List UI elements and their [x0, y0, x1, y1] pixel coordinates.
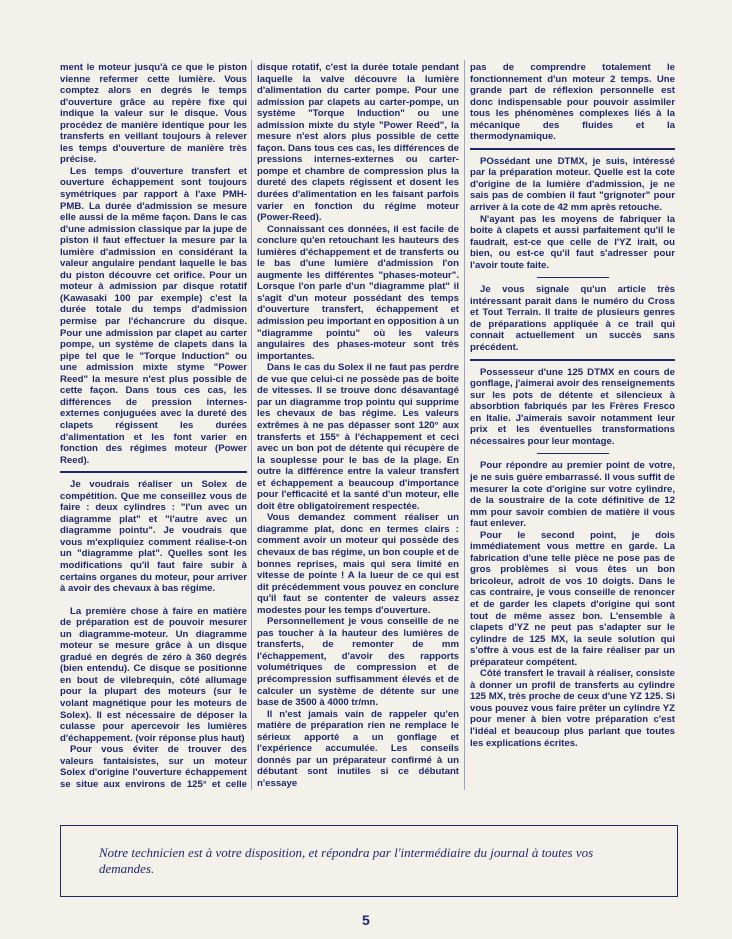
paragraph: Vous demandez comment réaliser un diagramme plat, donc en termes clairs : comment avoir un moteur qui possède des chevaux de bas régime, un bon couple et de bonnes reprises, mais qui sera limité en vitesse de pointe ! A la lueur de ce qui est dit précédemment vous pouvez en conclure qu'il faut se contenter de valeurs assez modestes pour les temps d'ouverture. — [257, 512, 459, 616]
footer-notice-box — [60, 825, 678, 897]
paragraph: Les temps d'ouverture transfert et ouverture échappement sont toujours symétriques par rapport à l'axe PMH-PMB. La durée d'admission se mesure elle aussi de la même façon. Dans le cas d'une admission classique par la jupe de piston il faut effectuer la mesure par la lumière d'admission en considérant la valeur angulaire pendant laquelle le bas du piston découvre cet orifice. Pour un moteur à admission par disque rotatif (Kawasaki 100 par exemple) c'est la durée totale du temps d'admission permise par l'échancrure du disque. Pour une admission par clapet au carter pompe, un système de clapets dans la pipe tel que le "Torque Induction" ou une admission mixte styme "Power Reed" la mesure n'est plus possible de cette façon. Dans tous ces cas, les différences de pression internes-externes conjuguées avec la dureté des clapets régissent les durées d'alimentation et les font varier en fonction des régimes moteur (Power Reed). — [60, 165, 247, 466]
paragraph: Côté transfert le travail à réaliser, consiste à donner un profil de transferts au cylindre 125 MX, très proche de ceux d'une YZ 125. Si vous pouvez vous faire prêter un cylindre YZ pour mener à bien votre préparation c'est l'idéal et beaucoup plus parlant que toutes les explications écrites. — [470, 668, 675, 749]
column-divider — [464, 60, 465, 790]
paragraph: Il n'est jamais vain de rappeler qu'en matière de préparation rien ne remplace le sérieux apporté a un gonflage et l'expérience accumulée. Les conseils donnés par un préparateur confirmé à un débutant sont inutiles si ce débutant n'essaye — [257, 708, 459, 789]
paragraph: La première chose à faire en matière de préparation est de pouvoir mesurer un diagramme-moteur. Un diagramme moteur se mesure grâce à un disque gradué en degrés de zéro à 360 degrés (bien entendu). Ce disque se positionne en bout de vilebrequin, côté allumage pour la plupart des moteurs (sur le volant magnétique pour les moteurs de Solex). Il est nécessaire de déposer la culasse pour apercevoir les lumières d'échappement. (voir réponse plus haut) — [60, 605, 247, 744]
page-number: 5 — [362, 912, 370, 928]
section-rule — [470, 359, 675, 361]
short-separator — [537, 453, 609, 454]
paragraph: Personnellement je vous conseille de ne pas toucher à la hauteur des lumières de transferts, de remonter de mm l'échappement, d'avoir des rapports volumétriques de compression et de précompression suffisamment élevés et de calculer un système de détente sur une base de 3500 à 4000 tr/mn. — [257, 616, 459, 709]
paragraph: Pour le second point, je dois immédiatement vous mettre en garde. La fabrication d'une telle pièce ne pose pas de gros problèmes si vous êtes un bon bricoleur, adroit de vos 10 doigts. Dans le cas contraire, je vous conseille de renoncer et de garder les clapets d'origine qui sont tout de même assez bon. L'ensemble à clapets d'YZ ne peut pas s'adapter sur le cylindre de 125 MX, la seule solution qui s'offre à vous est de la faire réaliser par un préparateur compétent. — [470, 529, 675, 668]
reader-question: Je voudrais réaliser un Solex de compétition. Que me conseillez vous de faire : deux cylindres : "l'un avec un diagramme plat" et "l'autre avec un diagramme pointu". Je voudrais que vous m'expliquiez comment réalise-t-on un "diagramme plat". Quelles sont les modifications qu'il faut faire subir à certains organes du moteur, pour arriver à avoir des chevaux à bas régime. — [60, 479, 247, 595]
footer-notice-text: Notre technicien est à votre disposition, et répondra par l'intermédiaire du journal à toutes vos demandes. — [99, 845, 594, 876]
paragraph: pas de comprendre totalement le fonctionnement d'un moteur 2 temps. Une grande part de réflexion personnelle est donc indispensable pour pouvoir assimiler tous les phénomènes complexes liés à la mécanique des fluides et la thermodynamique. — [470, 62, 675, 143]
paragraph: disque rotatif, c'est la durée totale pendant laquelle la valve découvre la lumière d'alimentation du carter pompe. Pour une admission par clapets au carter-pompe, un système "Torque Induction" ou une admission mixte du style "Power Reed", la mesure n'est alors plus possible de cette façon. Dans tous ces cas, les différences de pressions internes-externes ou carter-pompe et chambre de compression plus la dureté des clapets régissent et dosent les durées d'alimentation en les faisant parfois varier en fonction du régime moteur (Power-Reed). — [257, 62, 459, 224]
column-divider — [251, 60, 252, 790]
paragraph: Pour vous éviter de trouver des valeurs fantaisistes, sur un moteur Solex d'origine l'ouverture échappement se situe aux environs de 125° et celle — [60, 744, 247, 790]
section-rule — [60, 471, 247, 473]
column-3 — [470, 62, 675, 787]
reader-question: POssédant une DTMX, je suis, intéressé par la préparation moteur. Quelle est la cote d'origine de la lumière d'admission, je ne sais pas de combien il faut "grignoter" pour arriver à la cote de 42 mm après retouche. — [470, 155, 675, 214]
paragraph: Dans le cas du Solex il ne faut pas perdre de vue que celui-ci ne possède pas de boîte de vitesses. Il se trouve donc désavantagé par un diagramme trop pointu qui supprime les chevaux de bas régime. Les valeurs extrêmes à ne pas dépasser sont 120° aux transferts et 155° à l'échappement et ceci avec un bon pot de détente qui récupère de la souplesse pour le bas de la plage. En outre la différence entre la valeur transfert et échappement a beaucoup d'importance pour l'efficacité et la santé d'un moteur, elle doit être obligatoirement respectée. — [257, 362, 459, 512]
paragraph: ment le moteur jusqu'à ce que le piston vienne refermer cette lumière. Vous comptez alors en degrés le temps d'ouverture grâce au repère fixe qui indique la valeur sur le disque. Vous procédez de manière identique pour les transferts en veillant toujours à relever les temps d'ouverture de manière très précise. — [60, 62, 247, 166]
paragraph: Pour répondre au premier point de votre, je ne suis guère embarrassé. Il vous suffit de mesurer la cote d'origine sur votre cylindre, de la soustraire de la cote définitive de 12 mm pour savoir combien de matière il vous faut enlever. — [470, 460, 675, 530]
section-rule — [470, 148, 675, 150]
short-separator — [537, 277, 609, 278]
column-1 — [60, 62, 247, 790]
reader-question: Possesseur d'une 125 DTMX en cours de gonflage, j'aimerai avoir des renseignements sur les pots de détente et silencieux à absorbtion fabriqués par les Frères Fresco en Italie. J'aimerais savoir notamment leur prix et les éventuelles transformations nécessaires pour leur montage. — [470, 366, 675, 447]
column-2 — [257, 62, 459, 790]
paragraph: N'ayant pas les moyens de fabriquer la boite à clapets et aussi parfaitement qu'il le faudrait, est-ce que celle de l'YZ irait, ou bien, ou est-ce qu'il faut s'adresser pour l'avoir toute faite. — [470, 213, 675, 271]
paragraph: Je vous signale qu'un article très intéressant parait dans le numéro du Cross et Tout Terrain. Il traite de plusieurs genres de préparations appliquée à ce trail qui connait actuellement un succès sans précédent. — [470, 284, 675, 354]
paragraph: Connaissant ces données, il est facile de conclure qu'en retouchant les hauteurs des lumières d'échappement et de transferts ou le bas d'une lumière d'admission l'on augmente les différentes "phases-moteur". Lorsque l'on parle d'un "diagramme plat" il s'agit d'un moteur possédant des temps d'ouverture transfert, échappement et admission peu important en opposition à un "diagramme pointu" où les valeurs angulaires des phases-moteur sont très importantes. — [257, 223, 459, 362]
